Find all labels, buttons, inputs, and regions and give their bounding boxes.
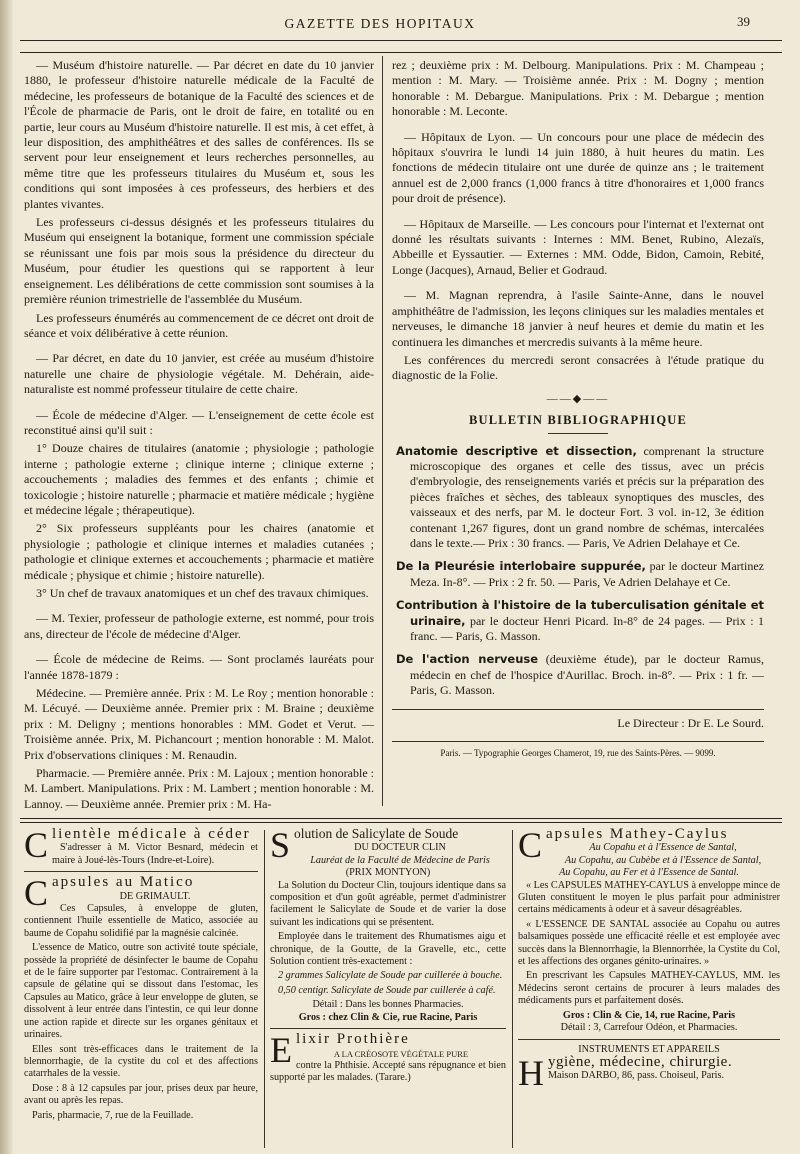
ad-salicylate-title: olution de Salicylate de Soude: [294, 826, 459, 841]
ad-darbo-text: Maison DARBO, 86, pass. Choiseul, Paris.: [548, 1070, 725, 1082]
bulletin-rule: [548, 433, 608, 434]
bulletin-title: BULLETIN BIBLIOGRAPHIQUE: [468, 413, 688, 428]
article-museum: — Muséum d'histoire naturelle. — Par décret en date du 10 janvier 1880, le professeur d'histoire naturelle médicale de la Faculté de médecine, les professeurs de botanique de la Faculté des sciences et de l'École de pharmacie de Paris, ont le droit de faire, en totalité ou en partie, leur cours au Muséum d'histoire naturelle. Il est mis, à cet effet, à leur disposition, des amphithéâtres et des salles de conférences. Ils se servent pour leur enseignement et leurs recherches personnelles, au même titre que les professeurs titulaires du Muséum et, sous les conditions qui sont imposées à ces professeurs, des herbiers et des plantes vivantes.: [24, 58, 374, 211]
ad-mathey-sub1: Au Copahu et à l'Essence de Santal,: [589, 842, 737, 854]
ad-matico-subtitle: DE GRIMAULT.: [119, 890, 191, 902]
bib-text: comprenant la structure microscopique des organes et celle des tissus, avec un précis d'embryologie, des renseignements variés et précis sur la préparation des pièces fraîches et sèches, des tableaux synoptiques des muscles, des vaisseaux et des nerfs, par M. le docteur Fort. 3 vol. in-12, 3e édition contenant 1,267 figures, dont un grand nombre de schémas, intercalées dans le texte.— Prix : 30 francs. — Paris, Ve Adrien Delahaye et Ce.: [410, 443, 764, 550]
ad-mathey-detail: Détail : 3, Carrefour Odéon, et Pharmacies.: [560, 1022, 738, 1034]
dropcap-letter: S: [270, 825, 291, 865]
ad-salicylate: [270, 825, 506, 1024]
reims-pharmacie: Pharmacie. — Première année. Prix : M. Lajoux ; mention honorable : M. Lambert. Manipulations. Prix : M. Lambert ; mention honorable : M. Lannoy. — Deuxième année. Premier prix : M. Ha-: [24, 766, 374, 811]
bib-text: (deuxième étude), par le docteur Ramus, médecin en chef de l'hospice d'Aurillac. Broch. in-8°. — Prix : 1 fr. — Paris, G. Masson.: [410, 652, 764, 698]
ads-rule-top: [20, 818, 782, 819]
bib-entry-pleuresie: [392, 559, 764, 590]
ad-column-3: [518, 825, 781, 1093]
ad-mathey-gros: Gros : Clin & Cie, 14, rue Racine, Paris: [562, 1009, 736, 1021]
bib-entry-tuberculisation: [392, 598, 764, 644]
ad-matico-p1: Ces Capsules, à enveloppe de gluten, contiennent l'huile essentielle de Matico, associée au baume de Copahu solidifié par la magnésie calcinée.: [24, 903, 258, 939]
section-ornament: ——◆——: [546, 392, 610, 405]
ad-separator: [518, 1039, 780, 1040]
director-signature: Le Directeur : Dr E. Le Sourd.: [392, 709, 764, 731]
article-texier: — M. Texier, professeur de pathologie externe, est nommé, pour trois ans, directeur de l'école de médecine d'Alger.: [24, 611, 374, 641]
ad-column-1: [24, 825, 258, 1124]
ad-mathey-p2: « L'ESSENCE DE SANTAL associée au Copahu ou autres balsamiques possède une efficacité réelle et est employée avec succès dans la Blennorrhagie, la Blennorrhée, la Cystite du Col, et les affections des organes génito-urinaires. »: [518, 918, 780, 968]
bib-text: par le docteur Martinez Meza. In-8°. — Prix : 2 fr. 50. — Paris, Ve Adrien Delahaye et Ce.: [410, 559, 764, 589]
ad-salicylate-dose1: 2 grammes Salicylate de Soude par cuillerée à bouche.: [278, 970, 503, 982]
ad-matico-p3: Elles sont très-efficaces dans le traitement de la blennorrhagie, de la cystite du col et des affections catarrhales de la vessie.: [24, 1043, 258, 1080]
ad-separator: [270, 1028, 506, 1029]
ad-salicylate-dose2: 0,50 centigr. Salicylate de Soude par cuillerée à café.: [278, 984, 496, 996]
article-magnan: — M. Magnan reprendra, à l'asile Sainte-Anne, dans le nouvel amphithéâtre de l'admission, les leçons cliniques sur les maladies mentales et nerveuses, le dimanche 18 janvier à neuf heures et demie du matin et les continuera les dimanches et mercredis suivants à la même heure.: [392, 288, 764, 349]
ad-divider-2: [512, 830, 513, 1148]
ad-salicylate-detail: Détail : Dans les bonnes Pharmacies.: [312, 999, 464, 1011]
ad-clientele-title: lientèle médicale à céder: [52, 826, 251, 842]
header-rule-double: [20, 52, 782, 53]
ad-elixir: [270, 1030, 506, 1085]
article-reims: — École de médecine de Reims. — Sont proclamés lauréats pour l'année 1878-1879 :: [24, 652, 374, 682]
alger-chefs: 3° Un chef de travaux anatomiques et un chef des travaux chimiques.: [36, 586, 369, 600]
ad-separator: [24, 871, 258, 872]
ad-matico-title: apsules au Matico: [52, 874, 195, 891]
ad-mathey-sub2: Au Copahu, au Cubèbe et à l'Essence de Santal,: [564, 854, 762, 866]
ad-darbo-header: INSTRUMENTS ET APPAREILS: [578, 1043, 720, 1055]
ad-darbo: [518, 1043, 780, 1093]
bib-entry-anatomie: [392, 444, 764, 552]
ad-clientele: [24, 825, 258, 867]
bib-title: Anatomie descriptive et dissection,: [396, 443, 637, 458]
article-chaire-physiologie: — Par décret, en date du 10 janvier, est créée au muséum d'histoire naturelle une chaire de physiologie végétale. M. Dehérain, aide-naturaliste est nommé professeur titulaire de cette chaire.: [24, 351, 374, 397]
article-museum-commission: Les professeurs ci-dessus désignés et les professeurs titulaires du Muséum qui enseignent la botanique, forment une commission spéciale se réunissant une fois par mois sous la présidence du directeur du Muséum, pour étudier les questions qui se rapportent à leur enseignement. Les délibérations de cette commission sont soumises à la première réunion trimestrielle de l'assemblée du Muséum.: [24, 215, 374, 307]
ad-salicylate-p2: Employée dans le traitement des Rhumatismes aigu et chronique, de la Goutte, de la Gravelle, etc., cette Solution contient très-exactement :: [270, 931, 506, 968]
bib-entry-action-nerveuse: [392, 652, 764, 698]
ad-salicylate-prix: (PRIX MONTYON): [345, 867, 431, 879]
ad-elixir-title: lixir Prothière: [296, 1031, 410, 1048]
dropcap-letter: C: [24, 873, 49, 914]
alger-chaires: 1° Douze chaires de titulaires (anatomie ; physiologie ; pathologie interne ; pathologie externe ; clinique interne ; clinique externe ; accouchements ; maladies des femmes et des enfants ; chimie et toxicologie ; histoire naturelle ; pharmacie et matière médicale ; hygiène et médecine légale ; thérapeutique).: [24, 441, 374, 517]
article-museum-seance: Les professeurs énumérés au commencement de ce décret ont droit de séance et voix délibérative à cette réunion.: [24, 310, 374, 340]
ad-matico-p2: L'essence de Matico, outre son activité toute spéciale, possède la propriété de désinfecter le baume de Copahu et de le faire supporter par l'estomac. Contrairement à la capsule de gélatine qui se dissout dans l'estomac, les Capsules au Matico, grâce à leur enveloppe de gluten, se dissolvent à leur entrée dans l'intestin, ce qui leur donne une action rapide et directe sur les organes génitaux et urinaires.: [24, 942, 258, 1041]
ad-column-2: [270, 825, 506, 1087]
ad-divider-1: [264, 830, 265, 1148]
ad-mathey-sub3: Au Copahu, au Fer et à l'Essence de Santal.: [559, 867, 739, 879]
ad-mathey-caylus: [518, 825, 781, 1035]
ad-matico: [24, 873, 258, 1122]
article-marseille: — Hôpitaux de Marseille. — Les concours pour l'internat et l'externat ont donné les résultats suivants : Internes : MM. Benet, Rubino, Alezaïs, Abbeille et Eyssautier. — Externes : MM. Odde, Bidon, Camoin, Rebité, Longe (Jacques), Arnaud, Belier et Godraud.: [392, 216, 764, 277]
ad-salicylate-sub: DU DOCTEUR CLIN: [354, 842, 446, 854]
article-magnan-conferences: Les conférences du mercredi seront consacrées à l'étude pratique du diagnostic de la Folie.: [392, 352, 764, 383]
ad-elixir-sub: A LA CRÉOSOTE VÉGÉTALE PURE: [333, 1048, 469, 1059]
printer-imprint: Paris. — Typographie Georges Chamerot, 19, rue des Saints-Pères. — 9099.: [392, 741, 764, 761]
dropcap-letter: C: [24, 825, 49, 865]
bib-title: De l'action nerveuse: [396, 652, 539, 667]
ads-rule-top-double: [20, 822, 782, 823]
bib-text: par le docteur Henri Picard. In-8° de 24 pages. — Prix : 1 franc. — Paris, G. Masson.: [410, 613, 764, 643]
dropcap-letter: C: [518, 825, 543, 865]
ad-salicylate-laureat: Lauréat de la Faculté de Médecine de Paris: [310, 854, 490, 866]
ad-salicylate-p1: La Solution du Docteur Clin, toujours identique dans sa composition et d'un goût agréable, permet d'administrer facilement le Salicylate de Soude et de varier la dose suivant les indications qui se présentent.: [270, 879, 506, 928]
page-number: 39: [737, 14, 750, 29]
right-column: [392, 58, 764, 761]
article-lyon: — Hôpitaux de Lyon. — Un concours pour une place de médecin des hôpitaux s'ouvrira le lundi 14 juin 1880, à huit heures du matin. Les fonctions de médecin titulaire ont une durée de quinze ans ; le traitement annuel est de 2,000 francs (1,000 francs à titre d'honoraires et 1,000 francs pour droit de présence).: [392, 129, 764, 206]
header-rule: [20, 40, 782, 41]
ad-matico-p4: Dose : 8 à 12 capsules par jour, prises deux par heure, avant ou après les repas.: [24, 1082, 258, 1107]
ad-mathey-title: apsules Mathey-Caylus: [546, 826, 729, 842]
reims-pharmacie-continued: rez ; deuxième prix : M. Delbourg. Manipulations. Prix : M. Champeau ; mention : M. Mary. — Troisième année. Prix : M. Dogny ; mention honorable : M. Debargue. Manipulations. Prix : M. Debargue ; mention honorable : M. Leconte.: [392, 58, 764, 119]
ad-clientele-text: S'adresser à M. Victor Besnard, médecin et maire à Joué-lès-Tours (Indre-et-Loire).: [52, 842, 258, 866]
page-header-title: GAZETTE DES HOPITAUX: [284, 16, 476, 31]
ad-matico-p5: Paris, pharmacie, 7, rue de la Feuillade.: [32, 1109, 194, 1121]
ad-darbo-title: ygiène, médecine, chirurgie.: [548, 1053, 733, 1070]
left-column: [24, 58, 374, 815]
article-alger: — École de médecine d'Alger. — L'enseignement de cette école est reconstitué ainsi qu'il suit :: [24, 407, 374, 437]
column-divider: [382, 56, 383, 806]
ad-salicylate-gros: Gros : chez Clin & Cie, rue Racine, Paris: [298, 1011, 478, 1023]
dropcap-letter: E: [270, 1030, 292, 1071]
bib-title: De la Pleurésie interlobaire suppurée,: [396, 559, 646, 574]
reims-medecine: Médecine. — Première année. Prix : M. Le Roy ; mention honorable : M. Lécuyé. — Deuxième année. Premier prix : M. Braine ; deuxième prix : M. Deligny ; mentions honorables : MM. Godet et Verut. — Troisième année. Prix, M. Pichancourt ; mention honorable : M. Malot. Prix d'observations cliniques : M. Renaudin.: [24, 686, 374, 762]
ad-mathey-p1: « Les CAPSULES MATHEY-CAYLUS à enveloppe mince de Gluten constituent le moyen le plus parfait pour administrer certains médicaments à odeur et à saveur désagréables.: [518, 879, 781, 916]
bib-title: Contribution à l'histoire de la tuberculisation génitale et urinaire,: [396, 598, 764, 628]
dropcap-letter: H: [518, 1052, 544, 1093]
ad-mathey-p3: En prescrivant les Capsules MATHEY-CAYLUS, MM. les Médecins seront certains de procurer à leurs malades des médicaments purs et parfaitement dosés.: [518, 970, 780, 1007]
ad-elixir-text: contre la Phthisie. Accepté sans répugnance et bien supporté par les malades. (Tarare.): [270, 1059, 506, 1084]
alger-suppleants: 2° Six professeurs suppléants pour les chaires (anatomie et physiologie ; pathologie et clinique internes et maladies cutanées ; pathologie et clinique externes et accouchements ; pharmacie et matière médicale ; physique et chimie ; histoire naturelle).: [24, 521, 374, 582]
